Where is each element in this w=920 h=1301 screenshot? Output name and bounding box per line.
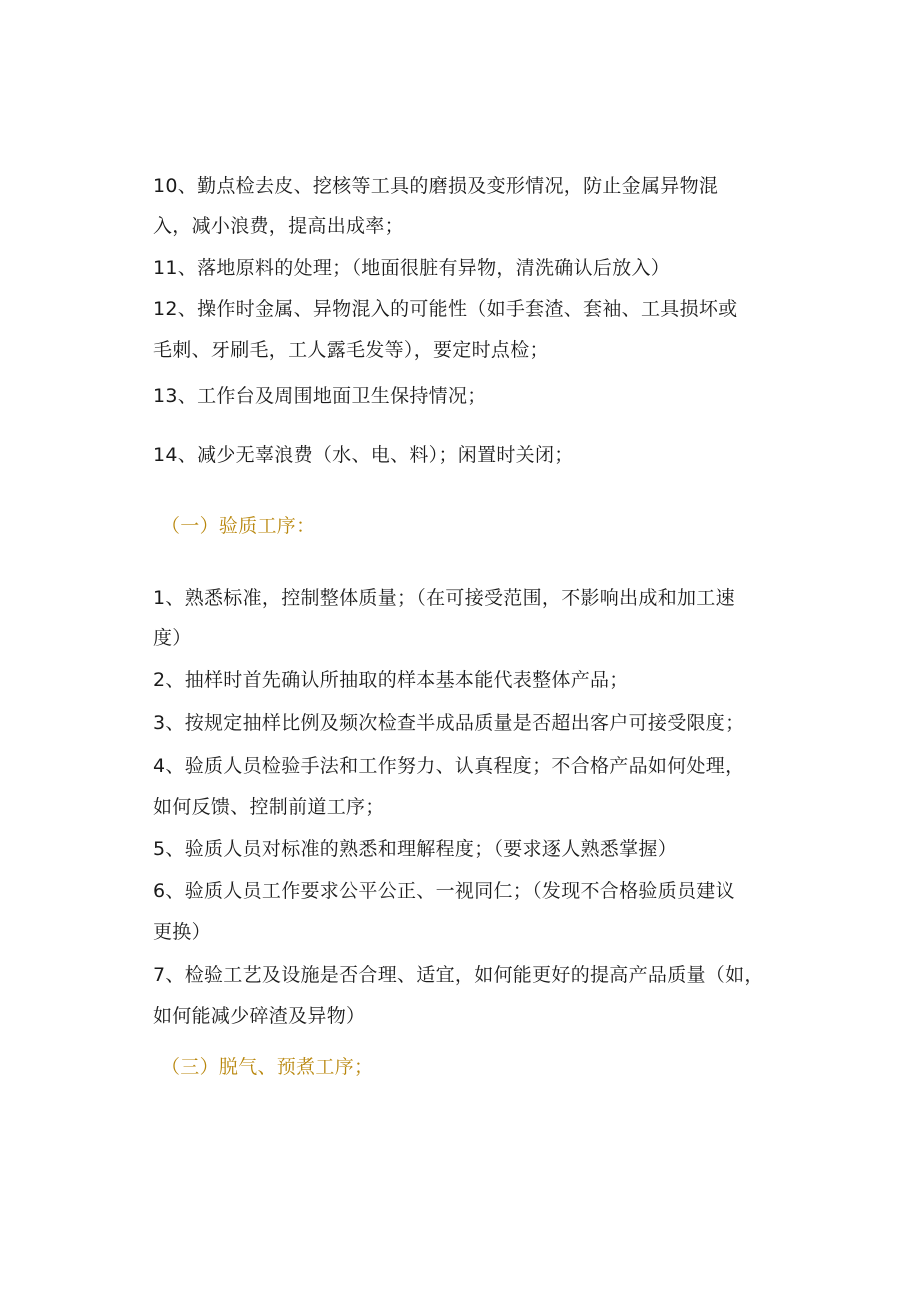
inspection-item-6-line-2: 更换） (153, 921, 211, 943)
inspection-item-3: 3、按规定抽样比例及频次检查半成品质量是否超出客户可接受限度； (153, 712, 745, 734)
item-11: 11、落地原料的处理；（地面很脏有异物，清洗确认后放入） (153, 257, 671, 279)
inspection-item-2: 2、抽样时首先确认所抽取的样本基本能代表整体产品； (153, 669, 629, 691)
item-12-line-2: 毛刺、牙刷毛，工人露毛发等），要定时点检； (153, 339, 549, 361)
inspection-item-6-line-1: 6、验质人员工作要求公平公正、一视同仁；（发现不合格验质员建议 (153, 880, 735, 902)
section-heading-inspection: （一）验质工序： (161, 515, 316, 537)
inspection-item-4-line-2: 如何反馈、控制前道工序； (153, 796, 385, 818)
item-13: 13、工作台及周围地面卫生保持情况； (153, 385, 487, 407)
inspection-item-4-line-1: 4、验质人员检验手法和工作努力、认真程度；不合格产品如何处理， (153, 755, 745, 777)
item-12-line-1: 12、操作时金属、异物混入的可能性（如手套渣、套袖、工具损坏或 (153, 298, 738, 320)
inspection-item-7-line-1: 7、检验工艺及设施是否合理、适宜，如何能更好的提高产品质量（如， (153, 964, 764, 986)
section-heading-degassing: （三）脱气、预煮工序； (161, 1056, 374, 1078)
inspection-item-7-line-2: 如何能减少碎渣及异物） (153, 1005, 366, 1027)
inspection-item-1-line-2: 度） (153, 627, 192, 649)
inspection-item-5: 5、验质人员对标准的熟悉和理解程度；（要求逐人熟悉掌握） (153, 838, 677, 860)
item-10-line-2: 入，减小浪费，提高出成率； (153, 215, 404, 237)
inspection-item-1-line-1: 1、熟悉标准，控制整体质量；（在可接受范围，不影响出成和加工速 (153, 587, 735, 609)
item-14: 14、减少无辜浪费（水、电、料）；闲置时关闭； (153, 444, 574, 466)
item-10-line-1: 10、勤点检去皮、挖核等工具的磨损及变形情况，防止金属异物混 (153, 175, 719, 197)
